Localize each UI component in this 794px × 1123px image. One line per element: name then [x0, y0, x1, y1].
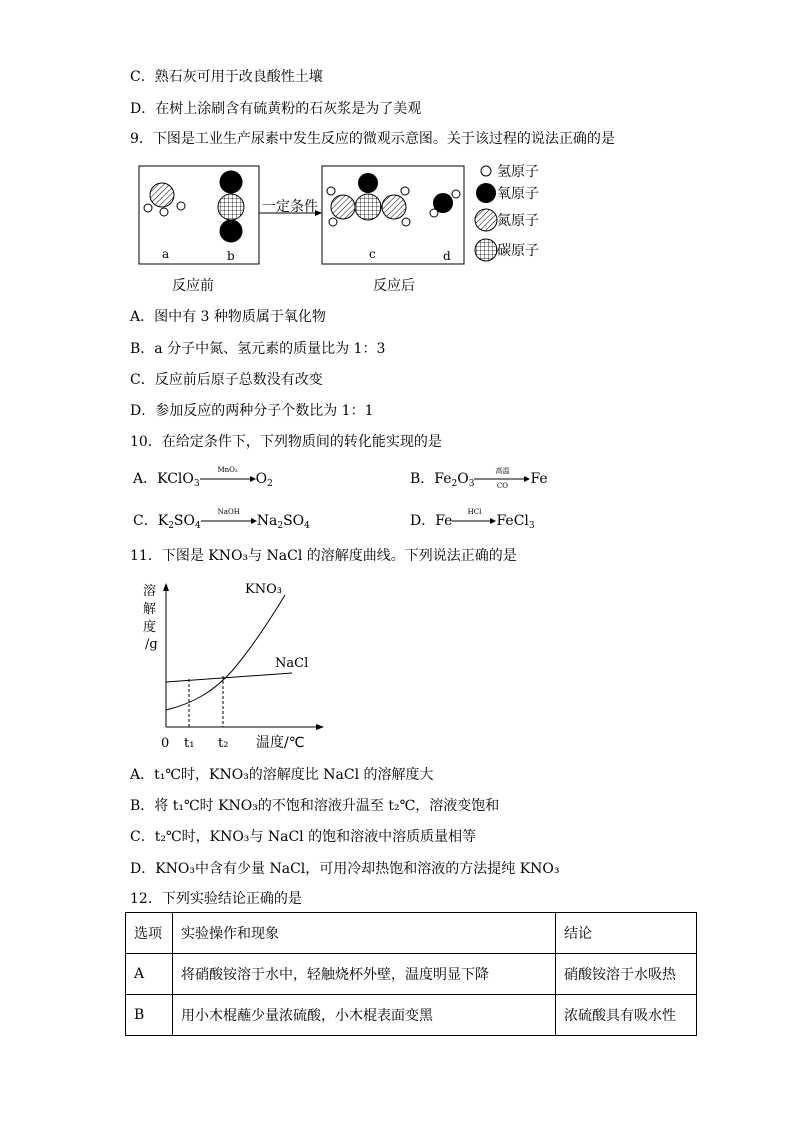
- before-caption: 反应前: [172, 278, 214, 294]
- q11-stem: 11．下图是 KNO₃与 NaCl 的溶解度曲线。下列说法正确的是: [130, 548, 517, 564]
- q8-option-c: C．熟石灰可用于改良酸性土壤: [130, 69, 323, 85]
- after-caption: 反应后: [373, 278, 415, 294]
- cell-operation: 将硝酸铵溶于水中，轻触烧杯外壁，温度明显下降: [173, 954, 556, 995]
- q9-option-c: C．反应前后原子总数没有改变: [130, 372, 323, 388]
- q10-option-d: D．Fe HCl FeCl$_3$: [410, 508, 535, 531]
- ylabel-2: 解: [143, 602, 157, 617]
- label-c: c: [369, 247, 376, 261]
- label-b: b: [227, 249, 235, 263]
- q8-option-d: D．在树上涂刷含有硫黄粉的石灰浆是为了美观: [130, 101, 422, 117]
- cell-operation: 用小木棍蘸少量浓硫酸，小木棍表面变黑: [173, 995, 556, 1036]
- series-kno3-label: KNO₃: [245, 582, 282, 597]
- legend-nitrogen: 氮原子: [497, 213, 539, 229]
- solubility-chart: [0, 575, 794, 755]
- q11-option-c: C．t₂℃时，KNO₃与 NaCl 的饱和溶液中溶质质量相等: [130, 829, 477, 845]
- q11-option-b: B．将 t₁℃时 KNO₃的不饱和溶液升温至 t₂℃，溶液变饱和: [130, 798, 500, 814]
- q11-option-a: A．t₁℃时，KNO₃的溶解度比 NaCl 的溶解度大: [130, 767, 434, 783]
- table-row: [126, 995, 697, 1036]
- q11-option-d: D．KNO₃中含有少量 NaCl，可用冷却热饱和溶液的方法提纯 KNO₃: [130, 861, 560, 877]
- molecule-b: [218, 171, 244, 242]
- legend-carbon: 碳原子: [497, 243, 539, 259]
- q9-option-a: A．图中有 3 种物质属于氧化物: [130, 309, 326, 325]
- series-nacl-label: NaCl: [275, 656, 309, 671]
- reaction-arrow: 高温 CO: [474, 472, 530, 486]
- arrow-condition: 一定条件: [262, 199, 318, 215]
- reaction-arrow: NaOH: [201, 514, 257, 528]
- q9-option-b: B．a 分子中氮、氢元素的质量比为 1：3: [130, 341, 386, 357]
- label-d: d: [443, 249, 451, 263]
- table-row: [126, 954, 697, 995]
- cell-option: A: [126, 954, 173, 995]
- q10-stem: 10．在给定条件下，下列物质间的转化能实现的是: [130, 434, 442, 450]
- t1-label: t₁: [184, 736, 195, 751]
- kno3-curve: [166, 595, 285, 710]
- origin-label: 0: [161, 736, 170, 751]
- q10-option-a: A．KClO$_3$ MnO₂ $O_2$: [133, 466, 273, 489]
- q9-stem: 9．下图是工业生产尿素中发生反应的微观示意图。关于该过程的说法正确的是: [130, 131, 615, 147]
- header-operation: 实验操作和现象: [173, 913, 556, 954]
- xlabel: 温度/℃: [256, 735, 305, 751]
- reaction-arrow: MnO₂: [200, 472, 256, 486]
- q9-option-d: D．参加反应的两种分子个数比为 1：1: [130, 403, 374, 419]
- cell-conclusion: 硝酸铵溶于水吸热: [556, 954, 697, 995]
- cell-option: B: [126, 995, 173, 1036]
- ylabel-4: /g: [145, 637, 158, 652]
- legend-hydrogen: 氢原子: [497, 164, 539, 180]
- q10-option-c: C．$K_2SO_4$ NaOH $Na_2SO_4$: [133, 508, 310, 531]
- q12-stem: 12．下列实验结论正确的是: [130, 891, 302, 907]
- ylabel-1: 溶: [143, 584, 157, 599]
- cell-conclusion: 浓硫酸具有吸水性: [556, 995, 697, 1036]
- ylabel-3: 度: [143, 620, 157, 635]
- header-option: 选项: [126, 913, 173, 954]
- experiment-table: [125, 912, 697, 1036]
- legend-oxygen: 氧原子: [497, 186, 539, 202]
- header-conclusion: 结论: [556, 913, 697, 954]
- q10-option-b: B．$Fe_2O_3$ 高温 CO Fe: [410, 467, 548, 490]
- table-header-row: [126, 913, 697, 954]
- t2-label: t₂: [218, 736, 229, 751]
- label-a: a: [162, 247, 170, 261]
- legend: [475, 166, 497, 261]
- reaction-arrow: HCl: [452, 514, 496, 528]
